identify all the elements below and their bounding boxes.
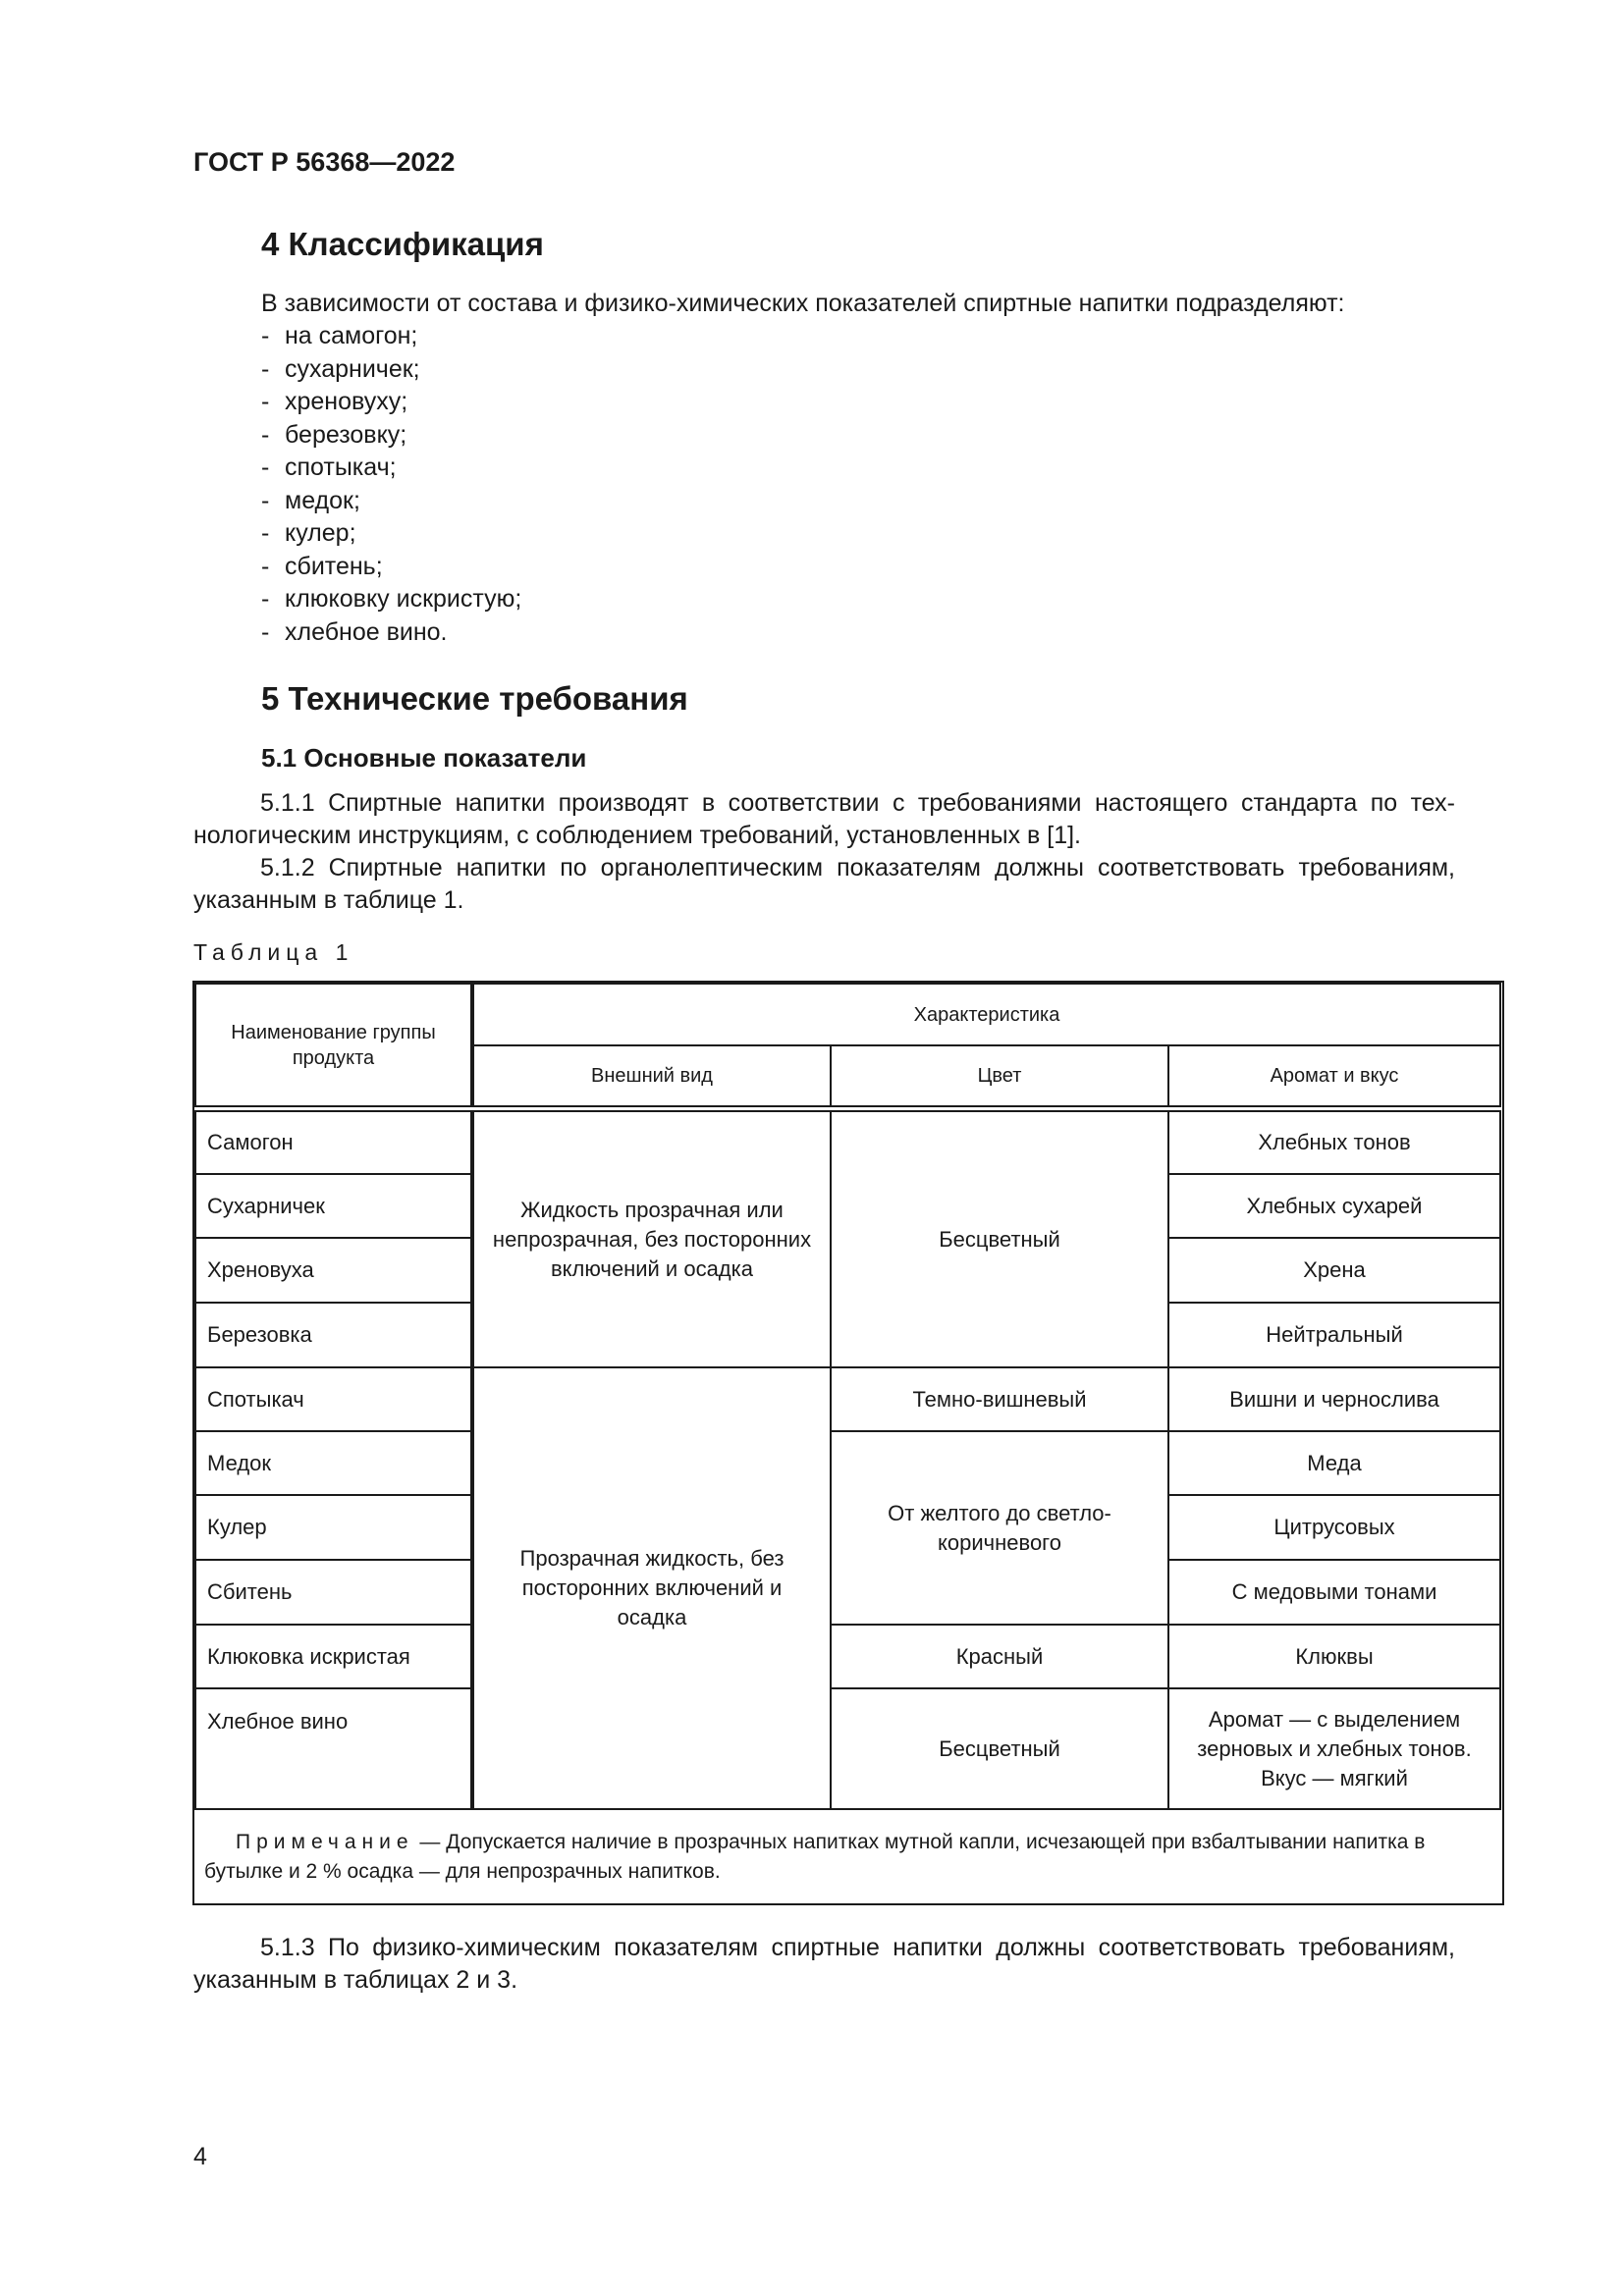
list-item: - сухарничек; xyxy=(261,353,521,387)
aroma-cell: Хрена xyxy=(1167,1237,1501,1304)
header-characteristic: Характеристика xyxy=(472,983,1501,1046)
section-4-intro: В зависимости от состава и физико-химических показателей спиртные напитки подразделяют: xyxy=(261,290,1345,317)
aroma-cell: С медовыми тонами xyxy=(1167,1559,1501,1626)
color-cell: Красный xyxy=(830,1624,1169,1689)
aroma-cell: Вишни и чернослива xyxy=(1167,1366,1501,1432)
header-appearance: Внешний вид xyxy=(472,1044,832,1107)
paragraph-5-1-3: 5.1.3 По физико-химическим показателям спиртные напитки должны соответствовать требованиям, указанным в таблицах 2 и 3. xyxy=(193,1934,1455,1994)
aroma-cell: Хлебных тонов xyxy=(1167,1110,1501,1175)
table-row-group: Клюковка искристая xyxy=(194,1624,472,1689)
list-item: - березовку; xyxy=(261,419,521,453)
list-item: - клюковку искристую; xyxy=(261,583,521,616)
list-item: - медок; xyxy=(261,485,521,518)
list-item: - спотыкач; xyxy=(261,452,521,485)
list-item: - на самогон; xyxy=(261,320,521,353)
appearance-cell: Жидкость прозрачная или непрозрачная, без посторонних включений и осадка xyxy=(472,1110,832,1368)
section-4-title: 4 Классификация xyxy=(261,226,544,262)
table-row-group: Спотыкач xyxy=(194,1366,472,1432)
note-text: — Допускается наличие в прозрачных напитках мутной капли, исчезающей при взбалтывании напитка в бутылке и 2 % осадка — для непрозрачных напитков. xyxy=(204,1831,1426,1883)
aroma-cell: Хлебных сухарей xyxy=(1167,1173,1501,1239)
page-number: 4 xyxy=(193,2143,207,2170)
subsection-5-1-title: 5.1 Основные показатели xyxy=(261,743,587,773)
table-row-group: Хреновуха xyxy=(194,1237,472,1304)
list-item: - сбитень; xyxy=(261,551,521,584)
table-row-group: Сбитень xyxy=(194,1559,472,1626)
color-cell: Темно-вишневый xyxy=(830,1366,1169,1432)
aroma-cell: Цитрусовых xyxy=(1167,1494,1501,1561)
table-note xyxy=(194,1810,1501,1904)
list-item: - хреновуху; xyxy=(261,386,521,419)
table-row-group: Кулер xyxy=(194,1494,472,1561)
table-row-group: Сухарничек xyxy=(194,1173,472,1239)
note-label: Примечание xyxy=(236,1831,414,1853)
list-item: - кулер; xyxy=(261,517,521,551)
appearance-cell: Прозрачная жидкость, без посторонних включений и осадка xyxy=(472,1366,832,1810)
table-row-group: Самогон xyxy=(194,1110,472,1175)
table-row-group: Хлебное вино xyxy=(194,1687,472,1810)
paragraph-5-1-1: 5.1.1 Спиртные напитки производят в соответствии с требованиями настоящего стандарта по технологическим инструкциям, с соблюдением требований, установленных в [1]. xyxy=(193,789,1455,849)
color-cell: Бесцветный xyxy=(830,1110,1169,1368)
table-row-group: Березовка xyxy=(194,1302,472,1368)
aroma-cell: Нейтральный xyxy=(1167,1302,1501,1368)
section-5-title: 5 Технические требования xyxy=(261,680,688,717)
paragraph-5-1-2: 5.1.2 Спиртные напитки по органолептическим показателям должны соответствовать требованиям, указанным в таблице 1. xyxy=(193,854,1455,914)
table-caption: Таблица 1 xyxy=(193,939,354,965)
list-item: - хлебное вино. xyxy=(261,616,521,650)
header-color: Цвет xyxy=(830,1044,1169,1107)
aroma-cell: Клюквы xyxy=(1167,1624,1501,1689)
table-1 xyxy=(192,981,1504,1905)
color-cell: От желтого до светло-коричневого xyxy=(830,1430,1169,1626)
table-row-group: Медок xyxy=(194,1430,472,1496)
standard-header: ГОСТ Р 56368—2022 xyxy=(193,147,456,177)
aroma-cell: Меда xyxy=(1167,1430,1501,1496)
classification-list xyxy=(261,320,521,649)
header-aroma: Аромат и вкус xyxy=(1167,1044,1501,1107)
header-group: Наименование группы продукта xyxy=(194,983,472,1107)
color-cell: Бесцветный xyxy=(830,1687,1169,1810)
aroma-cell: Аромат — с выделением зерновых и хлебных тонов. Вкус — мягкий xyxy=(1167,1687,1501,1810)
